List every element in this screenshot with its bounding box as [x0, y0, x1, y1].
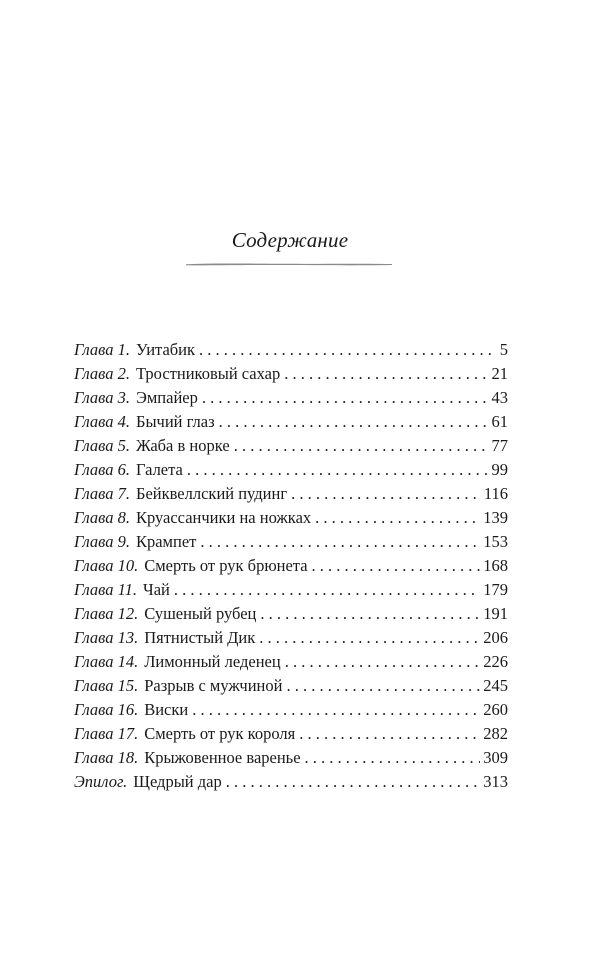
- toc-entry: [74, 338, 508, 362]
- toc-entry: [74, 746, 508, 770]
- toc-entry-page-number: 139: [483, 508, 508, 527]
- toc-entry-page-number: 206: [483, 628, 508, 647]
- toc-entry-label: Глава 3.: [74, 388, 130, 407]
- toc-entry-page-number: 168: [483, 556, 508, 575]
- toc-entry-title: Чай: [142, 580, 170, 599]
- toc-entry-label: Глава 10.: [74, 556, 139, 575]
- toc-dot-leader: [260, 602, 480, 626]
- toc-entry: [74, 386, 508, 410]
- toc-entry-page-number: 21: [491, 364, 508, 383]
- toc-dot-leader: [192, 698, 480, 722]
- toc-dot-leader: [226, 770, 481, 794]
- toc-entry-title: Виски: [144, 700, 189, 719]
- toc-entry-label: Глава 11.: [74, 580, 137, 599]
- toc-entry-label: Глава 6.: [74, 460, 130, 479]
- toc-entry-label: Глава 16.: [74, 700, 139, 719]
- heading-underline: [186, 261, 392, 267]
- toc-entry-title: Крыжовенное варенье: [144, 748, 301, 767]
- toc-heading: Содержание: [231, 228, 349, 252]
- toc-entry: [74, 626, 508, 650]
- toc-entry-label: Глава 5.: [74, 436, 130, 455]
- toc-entry-label: Глава 7.: [74, 484, 130, 503]
- toc-entry: [74, 554, 508, 578]
- toc-dot-leader: [305, 746, 481, 770]
- toc-entry: [74, 482, 508, 506]
- toc-entry: [74, 650, 508, 674]
- toc-entry-title: Сушеный рубец: [144, 604, 257, 623]
- toc-entry-page-number: 5: [499, 340, 508, 359]
- toc-entry-title: Эмпайер: [135, 388, 198, 407]
- toc-dot-leader: [286, 674, 480, 698]
- toc-entry-title: Бейквеллский пудинг: [135, 484, 288, 503]
- toc-entry-page-number: 282: [483, 724, 508, 743]
- toc-entry-label: Глава 2.: [74, 364, 130, 383]
- toc-entry-title: Щедрый дар: [133, 772, 222, 791]
- toc-entry-title: Жаба в норке: [135, 436, 230, 455]
- toc-entry-page-number: 77: [491, 436, 508, 455]
- toc-entry: [74, 410, 508, 434]
- toc-entry: [74, 770, 508, 794]
- toc-entry: [74, 530, 508, 554]
- toc-entry-title: Тростниковый сахар: [135, 364, 281, 383]
- toc-entry-page-number: 61: [491, 412, 508, 431]
- toc-dot-leader: [312, 554, 481, 578]
- toc-dot-leader: [200, 530, 480, 554]
- toc-entry-label: Глава 8.: [74, 508, 130, 527]
- toc-entry: [74, 578, 508, 602]
- toc-entry: [74, 458, 508, 482]
- toc-entry-label: Эпилог.: [74, 772, 128, 791]
- toc-entry: [74, 434, 508, 458]
- toc-entry-title: Смерть от рук брюнета: [144, 556, 308, 575]
- toc-entry-page-number: 313: [483, 772, 508, 791]
- toc-entry-label: Глава 9.: [74, 532, 130, 551]
- toc-dot-leader: [285, 650, 481, 674]
- toc-entry-title: Бычий глаз: [135, 412, 215, 431]
- toc-entry-title: Лимонный леденец: [144, 652, 281, 671]
- toc-dot-leader: [315, 506, 480, 530]
- toc-entry-title: Галета: [135, 460, 183, 479]
- toc-dot-leader: [219, 410, 489, 434]
- toc-entry: [74, 674, 508, 698]
- toc-entry-label: Глава 12.: [74, 604, 139, 623]
- toc-entry-page-number: 43: [491, 388, 508, 407]
- toc-entry: [74, 722, 508, 746]
- toc-dot-leader: [187, 458, 489, 482]
- toc-dot-leader: [291, 482, 481, 506]
- toc-entry-page-number: 116: [483, 484, 508, 503]
- toc-entry-page-number: 191: [483, 604, 508, 623]
- toc-dot-leader: [259, 626, 480, 650]
- toc-entry-label: Глава 1.: [74, 340, 130, 359]
- toc-entry: [74, 602, 508, 626]
- toc-entry-title: Пятнистый Дик: [144, 628, 256, 647]
- toc-entry-label: Глава 13.: [74, 628, 139, 647]
- toc-entry: [74, 362, 508, 386]
- toc-entry-label: Глава 17.: [74, 724, 139, 743]
- toc-entry-title: Круассанчики на ножках: [135, 508, 312, 527]
- toc-entry-label: Глава 14.: [74, 652, 139, 671]
- toc-entry-page-number: 226: [483, 652, 508, 671]
- toc-entry: [74, 506, 508, 530]
- toc-entry-title: Уитабик: [135, 340, 196, 359]
- toc-entry-label: Глава 18.: [74, 748, 139, 767]
- toc-entry-page-number: 99: [491, 460, 508, 479]
- toc-dot-leader: [174, 578, 480, 602]
- toc-entry-page-number: 153: [483, 532, 508, 551]
- toc-entry-page-number: 309: [483, 748, 508, 767]
- toc-entry-page-number: 245: [483, 676, 508, 695]
- toc-dot-leader: [284, 362, 488, 386]
- toc-dot-leader: [199, 338, 497, 362]
- toc-entry-label: Глава 15.: [74, 676, 139, 695]
- toc-entry-title: Смерть от рук короля: [144, 724, 296, 743]
- toc-entry-title: Крампет: [135, 532, 197, 551]
- toc-dot-leader: [234, 434, 489, 458]
- toc-entry-label: Глава 4.: [74, 412, 130, 431]
- toc-entry-page-number: 179: [483, 580, 508, 599]
- toc-entry-page-number: 260: [483, 700, 508, 719]
- toc-dot-leader: [299, 722, 480, 746]
- toc-entry: [74, 698, 508, 722]
- table-of-contents: [74, 338, 508, 794]
- toc-dot-leader: [202, 386, 489, 410]
- toc-entry-title: Разрыв с мужчиной: [144, 676, 283, 695]
